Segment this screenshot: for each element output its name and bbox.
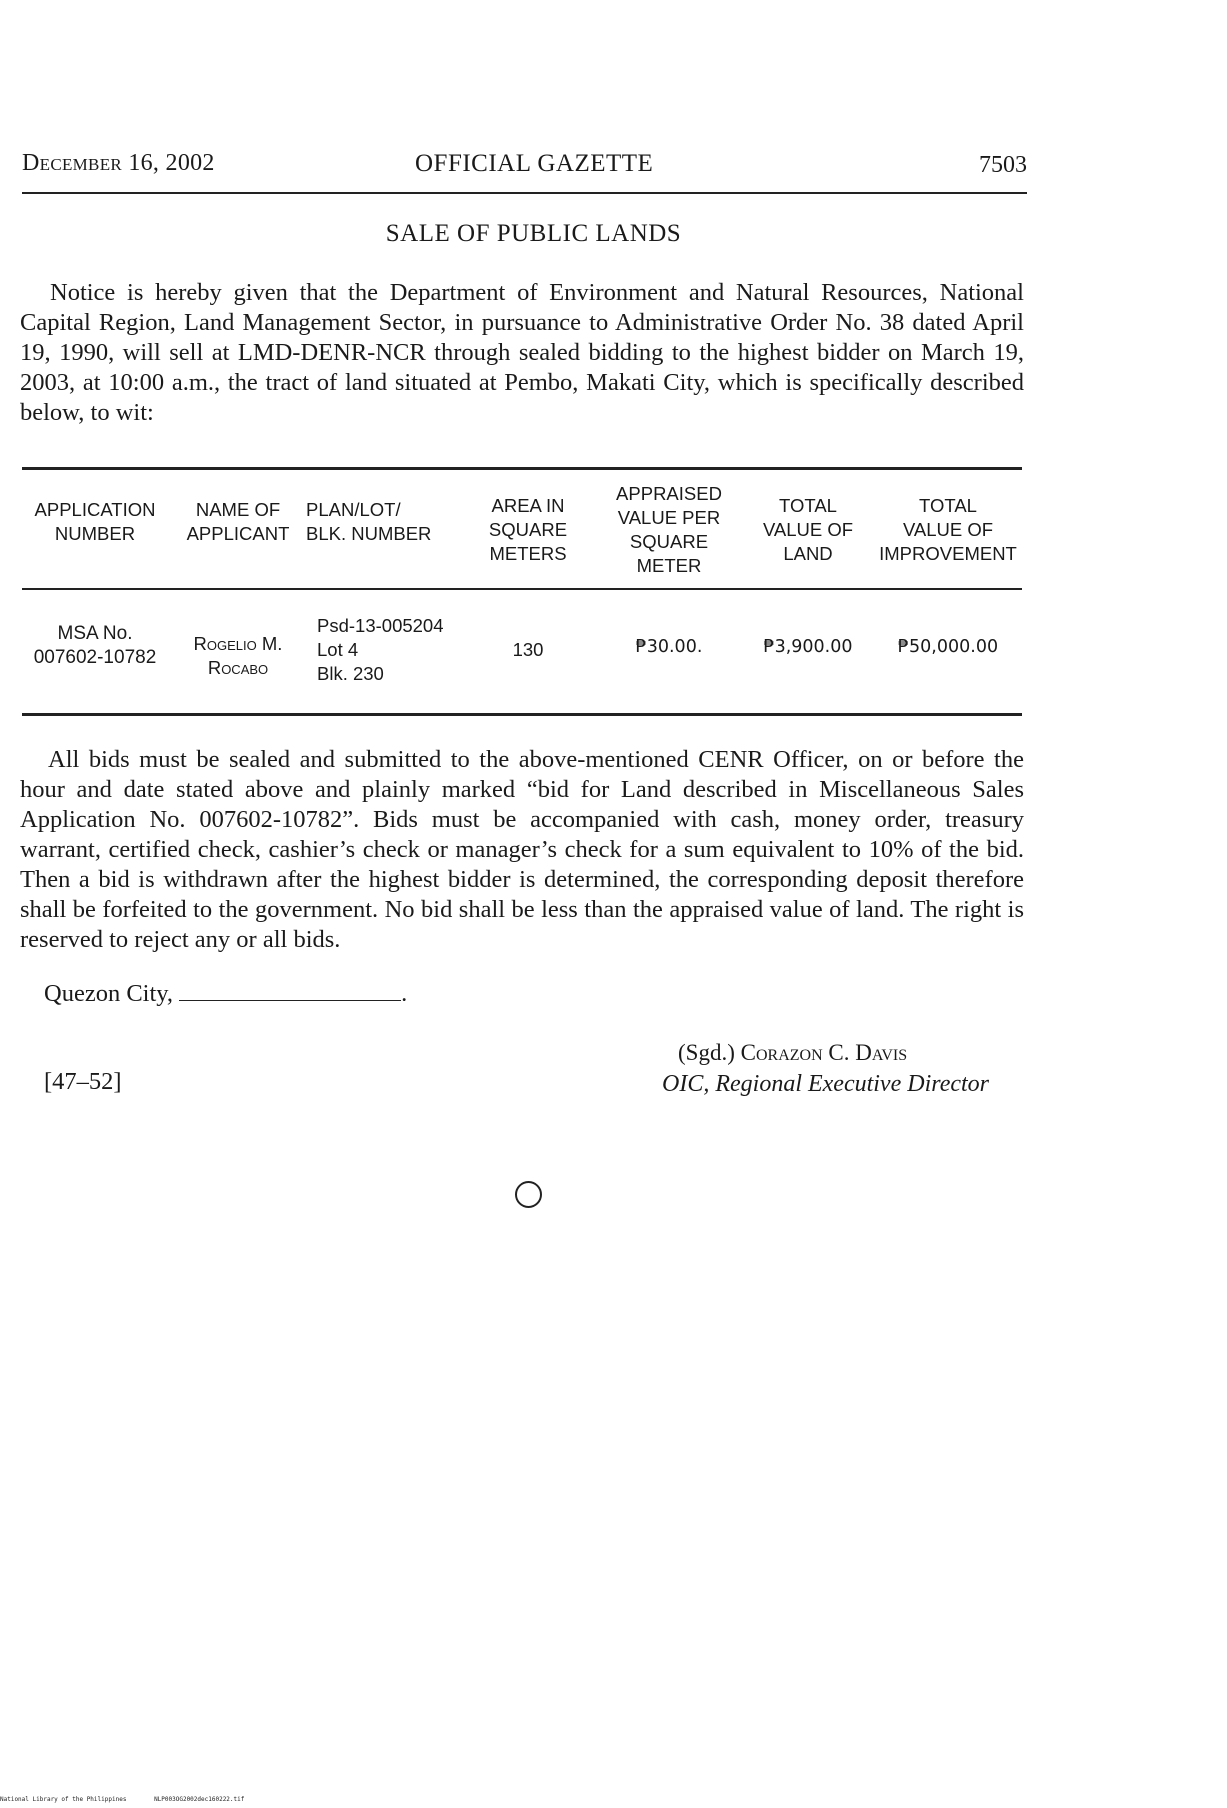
header-page-number: 7503 [979, 152, 1027, 178]
place-line: Quezon City, . [44, 980, 408, 1007]
td-application-number: MSA No. 007602-10782 [33, 623, 157, 668]
page-header [22, 150, 1027, 186]
th-total-value-land: TOTAL VALUE OF LAND [762, 495, 854, 564]
td-appraised-value: ₱30.00. [635, 637, 703, 657]
scan-footer [0, 1796, 268, 1803]
signatory-name: Corazon C. Davis [740, 1040, 908, 1065]
th-area: AREA IN SQUARE METERS [488, 495, 568, 564]
table-top-rule [22, 467, 1022, 470]
th-total-value-improvement: TOTAL VALUE OF IMPROVEMENT [879, 495, 1017, 564]
signatory-title: OIC, Regional Executive Director [662, 1071, 989, 1097]
th-application-number: APPLICATION NUMBER [34, 499, 156, 544]
place-label: Quezon City, [44, 980, 174, 1007]
section-title: SALE OF PUBLIC LANDS [385, 220, 682, 247]
td-area: 130 [512, 639, 544, 660]
th-appraised-value: APPRAISED VALUE PER SQUARE METER [616, 483, 722, 576]
signature-prefix: (Sgd.) [678, 1040, 735, 1065]
td-plan-lot-blk: Psd-13-005204 Lot 4 Blk. 230 [317, 615, 444, 684]
td-name-of-applicant: Rogelio M. Rocabo [193, 633, 283, 678]
end-circle-icon [514, 1180, 543, 1209]
header-title: OFFICIAL GAZETTE [415, 150, 654, 177]
header-date: December 16, 2002 [22, 150, 215, 176]
header-rule [22, 192, 1027, 194]
footer-file: NLP003OG2002dec160222.tif [154, 1796, 245, 1803]
td-total-value-improvement: ₱50,000.00 [897, 637, 999, 657]
notice-paragraph: Notice is hereby given that the Department of Environment and Natural Resources, National Capital Region, Land Management Sector, in pursuance to Administrative Order No. 38 dated April 19, 1990, will sell at LMD-DENR-NCR through sealed bidding to the highest bidder on March 19, 2003, at 10:00 a.m., the tract of land situated at Pembo, Makati City, which is specifically described below, to wit: [20, 279, 1024, 426]
th-plan-lot-blk: PLAN/LOT/ BLK. NUMBER [306, 499, 432, 544]
td-total-value-land: ₱3,900.00 [763, 637, 853, 657]
table-bottom-rule [22, 713, 1022, 716]
footer-library: National Library of the Philippines [0, 1796, 127, 1803]
signature-name [678, 1040, 907, 1066]
table-header-rule [22, 588, 1022, 590]
reference-number: [47–52] [44, 1068, 122, 1095]
date-blank-line [179, 980, 401, 1001]
th-name-of-applicant: NAME OF APPLICANT [186, 499, 290, 544]
bids-paragraph: All bids must be sealed and submitted to the above-mentioned CENR Officer, on or before the hour and date stated above and plainly marked “bid for Land described in Miscellaneous Sales Application No. 007602-10782”. Bids must be accompanied with cash, money order, treasury warrant, certified check, cashier’s check or manager’s check for a sum equivalent to 10% of the bid. Then a bid is withdrawn after the highest bidder is determined, the corresponding deposit therefore shall be forfeited to the government. No bid shall be less than the appraised value of land. The right is reserved to reject any or all bids. [20, 746, 1024, 953]
